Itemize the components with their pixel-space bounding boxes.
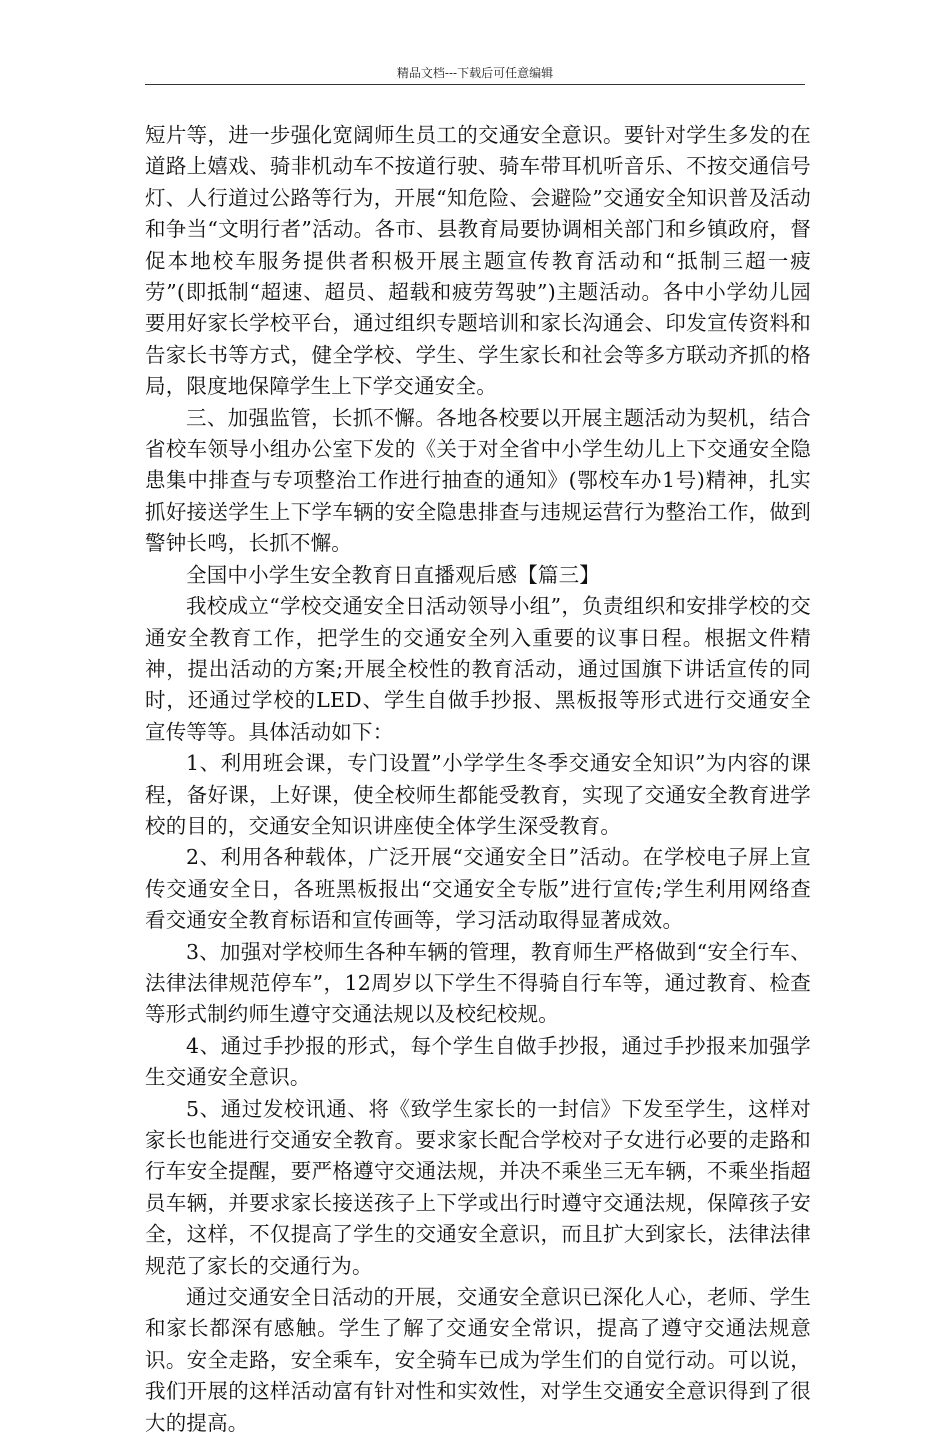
document-body bbox=[145, 120, 811, 1439]
header-divider bbox=[145, 84, 805, 85]
list-item-2: 2、利用各种载体，广泛开展“交通安全日”活动。在学校电子屏上宣传交通安全日，各班黑板报出“交通安全专版”进行宣传;学生利用网络查看交通安全教育标语和宣传画等，学习活动取得显著成效。 bbox=[145, 845, 811, 933]
list-item-1: 1、利用班会课，专门设置”小学学生冬季交通安全知识”为内容的课程，备好课，上好课，使全校师生都能受教育，实现了交通安全教育进学校的目的，交通安全知识讲座使全体学生深受教育。 bbox=[145, 751, 811, 838]
list-item-4: 4、通过手抄报的形式，每个学生自做手抄报，通过手抄报来加强学生交通安全意识。 bbox=[145, 1033, 811, 1090]
paragraph-conclusion: 通过交通安全日活动的开展，交通安全意识已深化人心，老师、学生和家长都深有感触。学生了解了交通安全常识，提高了遵守交通法规意识。安全走路，安全乘车，安全骑车已成为学生们的自觉行动。可以说，我们开展的这样活动富有针对性和实效性，对学生交通安全意识得到了很大的提高。 bbox=[145, 1285, 811, 1435]
list-item-5: 5、通过发校讯通、将《致学生家长的一封信》下发至学生，这样对家长也能进行交通安全教育。要求家长配合学校对子女进行必要的走路和行车安全提醒，要严格遵守交通法规，并决不乘坐三无车辆，不乘坐指超员车辆，并要求家长接送孩子上下学或出行时遵守交通法规，保障孩子安全，这样，不仅提高了学生的交通安全意识，而且扩大到家长，法律法律规范了家长的交通行为。 bbox=[145, 1096, 811, 1278]
paragraph-continuation: 短片等，进一步强化宽阔师生员工的交通安全意识。要针对学生多发的在道路上嬉戏、骑非机动车不按道行驶、骑车带耳机听音乐、不按交通信号灯、人行道过公路等行为，开展“知危险、会避险”交通安全知识普及活动和争当“文明行者”活动。各市、县教育局要协调相关部门和乡镇政府，督促本地校车服务提供者积极开展主题宣传教育活动和“抵制三超一疲劳”(即抵制“超速、超员、超载和疲劳驾驶”)主题活动。各中小学幼儿园要用好家长学校平台，通过组织专题培训和家长沟通会、印发宣传资料和告家长书等方式，健全学校、学生、学生家长和社会等多方联动齐抓的格局，限度地保障学生上下学交通安全。 bbox=[145, 123, 811, 399]
section-heading: 全国中小学生安全教育日直播观后感【篇三】 bbox=[186, 562, 600, 587]
paragraph-intro: 我校成立“学校交通安全日活动领导小组”，负责组织和安排学校的交通安全教育工作，把学生的交通安全列入重要的议事日程。根据文件精神，提出活动的方案;开展全校性的教育活动，通过国旗下讲话宣传的同时，还通过学校的LED、学生自做手抄报、黑板报等形式进行交通安全宣传等等。具体活动如下： bbox=[145, 594, 811, 744]
list-item-3: 3、加强对学校师生各种车辆的管理，教育师生严格做到“安全行车、法律法律规范停车”，12周岁以下学生不得骑自行车等，通过教育、检查等形式制约师生遵守交通法规以及校纪校规。 bbox=[145, 939, 811, 1027]
paragraph-section-three: 三、加强监管，长抓不懈。各地各校要以开展主题活动为契机，结合省校车领导小组办公室下发的《关于对全省中小学生幼儿上下交通安全隐患集中排查与专项整治工作进行抽查的通知》(鄂校车办1号)精神，扎实抓好接送学生上下学车辆的安全隐患排查与违规运营行为整治工作，做到警钟长鸣，长抓不懈。 bbox=[145, 405, 811, 556]
page-header: 精品文档---下载后可任意编辑 bbox=[396, 66, 554, 80]
